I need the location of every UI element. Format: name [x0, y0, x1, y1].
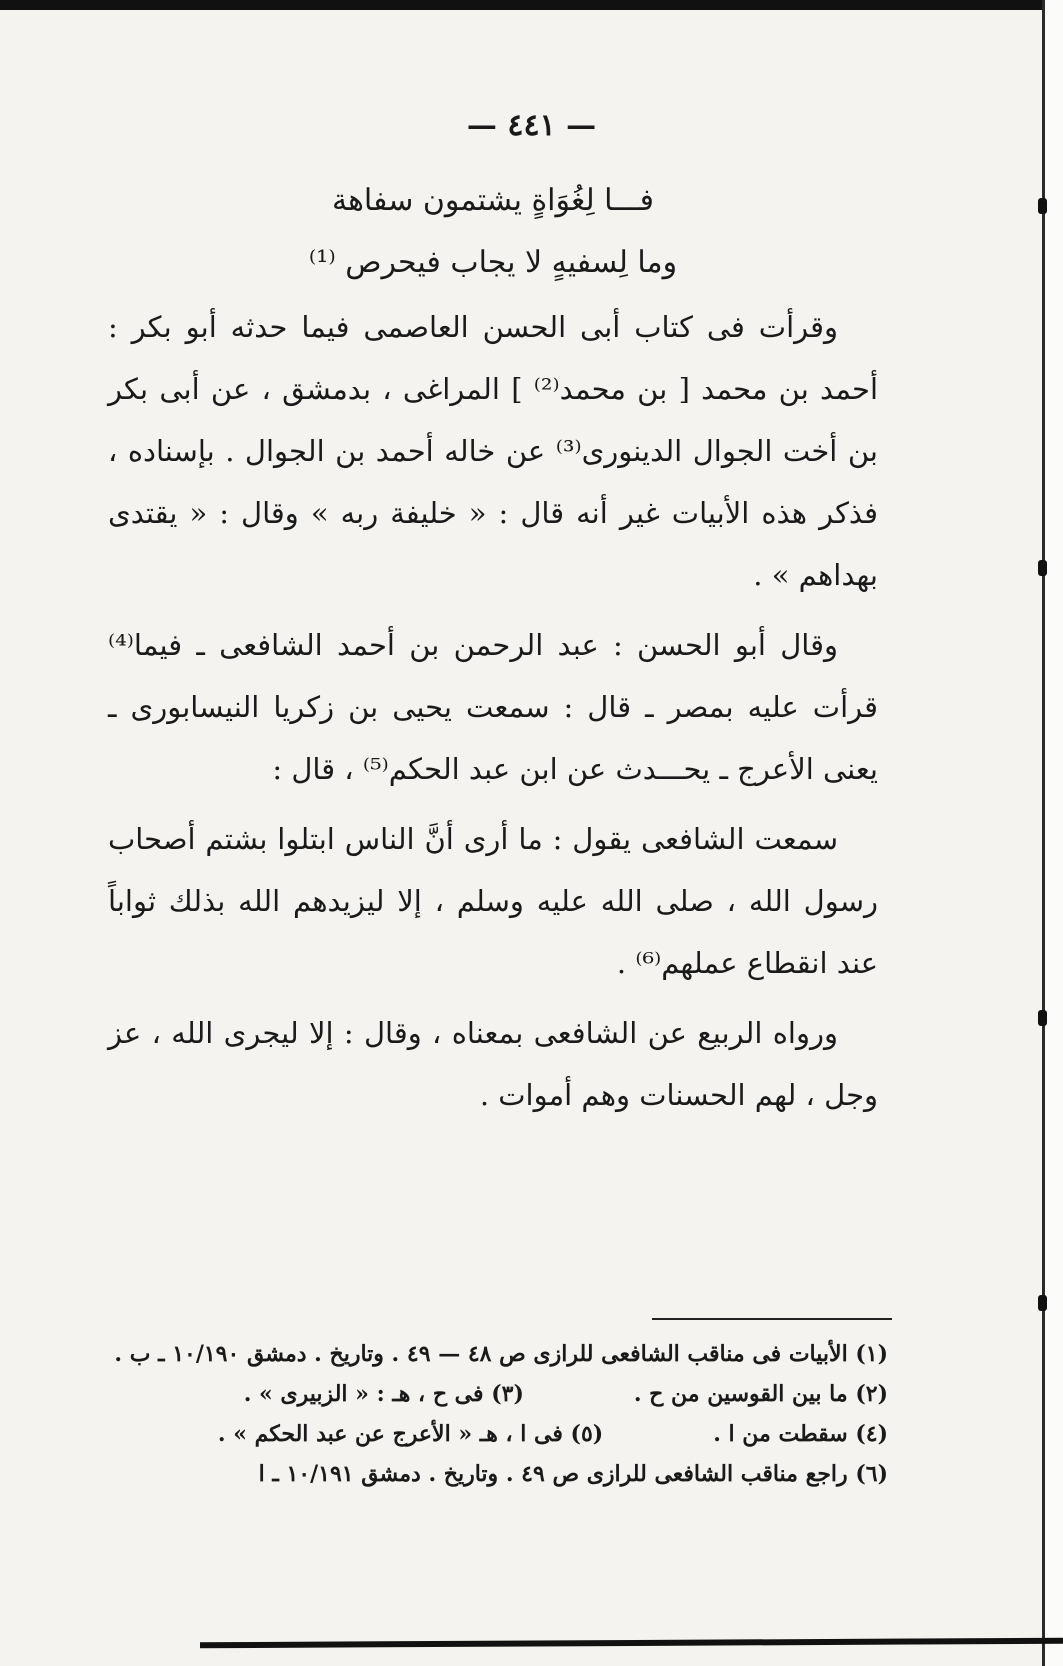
footnote-row — [108, 1374, 888, 1414]
footnote-2: (٢) ما بين القوسين من ح . — [633, 1381, 888, 1407]
verse-second-hemistich: وما لِسفيهٍ لا يجاب فيحرص ⁽¹⁾ — [308, 245, 678, 280]
page-number: — ٤٤١ — — [466, 108, 597, 143]
binding-mark — [1038, 1010, 1047, 1026]
scan-bottom-edge — [200, 1638, 1063, 1649]
main-text — [108, 170, 878, 1134]
paragraph: سمعت الشافعى يقول : ما أرى أنَّ الناس ابتلوا بشتم أصحاب رسول الله ، صلى الله عليه وسلم ، إلا ليزيدهم الله بذلك ثواباً عند انقطاع عملهم⁽⁶⁾ . — [108, 822, 878, 980]
footnote-4: (٤) سقطت من ا . — [713, 1421, 888, 1447]
footnote-divider — [652, 1318, 892, 1320]
scan-right-edge — [1042, 0, 1045, 1666]
binding-mark — [1038, 1295, 1047, 1311]
footnote-6: (٦) راجع مناقب الشافعى للرازى ص ٤٩ . وتاريخ . دمشق ١٠/١٩١ ـ ا — [258, 1461, 888, 1487]
scan-top-edge — [0, 0, 1063, 10]
paragraph: وقرأت فى كتاب أبى الحسن العاصمى فيما حدثه أبو بكر : أحمد بن محمد [ بن محمد⁽²⁾ ] المراغى ، بدمشق ، عن أبى بكر بن أخت الجوال الدينورى⁽³⁾ عن خاله أحمد بن الجوال . بإسناده ، فذكر هذه الأبيات غير أنه قال : « خليفة ربه » وقال : « يقتدى بهداهم » . — [108, 310, 879, 592]
footnotes — [108, 1334, 888, 1494]
footnote-3: (٣) فى ح ، هـ : « الزبيرى » . — [243, 1381, 524, 1407]
footnote-5: (٥) فى ا ، هـ « الأعرج عن عبد الحكم » . — [217, 1421, 604, 1447]
footnote-1: (١) الأبيات فى مناقب الشافعى للرازى ص ٤٨ — ٤٩ . وتاريخ . دمشق ١٠/١٩٠ ـ ب . — [114, 1341, 888, 1367]
scan-right-margin — [1045, 0, 1063, 1666]
footnote-row — [108, 1334, 888, 1374]
footnote-row — [108, 1454, 888, 1494]
binding-mark — [1038, 560, 1047, 576]
verse-first-hemistich: فـــا لِغُوَاةٍ يشتمون سفاهة — [331, 183, 655, 218]
footnote-row — [108, 1414, 888, 1454]
poem-verse — [108, 170, 878, 294]
paragraph: وقال أبو الحسن : عبد الرحمن بن أحمد الشافعى ـ فيما⁽⁴⁾ قرأت عليه بمصر ـ قال : سمعت يحيى بن زكريا النيسابورى ـ يعنى الأعرج ـ يحـــدث عن ابن عبد الحكم⁽⁵⁾ ، قال : — [108, 628, 878, 786]
paragraph: ورواه الربيع عن الشافعى بمعناه ، وقال : إلا ليجرى الله ، عز وجل ، لهم الحسنات وهم أموات . — [108, 1016, 878, 1112]
binding-mark — [1038, 198, 1047, 214]
